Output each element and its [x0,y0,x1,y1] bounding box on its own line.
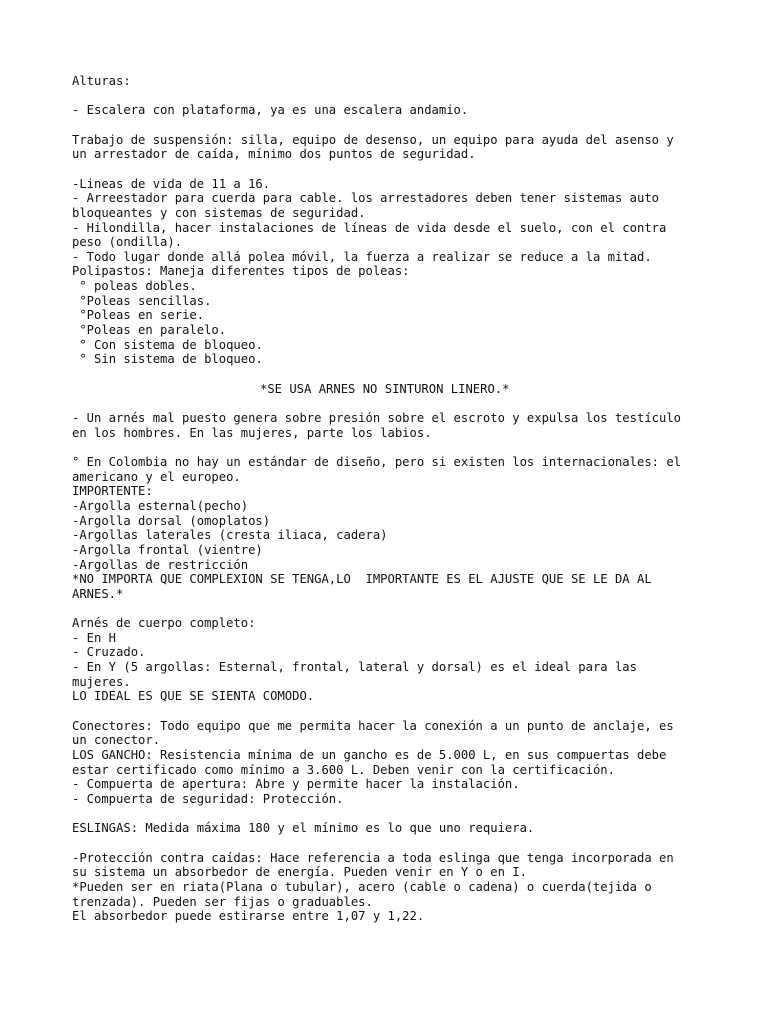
centered-heading: *SE USA ARNES NO SINTURON LINERO.* [260,381,510,396]
text-line: -Lineas de vida de 11 a 16. [72,176,271,191]
text-line: mujeres. [72,674,131,689]
text-line: °Poleas en paralelo. [72,323,227,338]
text-line: °Poleas sencillas. [72,293,212,308]
document-page [72,74,722,924]
blank-line [72,367,722,382]
blank-line [72,440,722,455]
blank-line [72,396,722,411]
text-line: bloqueantes y con sistemas de seguridad. [72,205,366,220]
text-line: ° Sin sistema de bloqueo. [72,352,263,367]
blank-line [72,162,722,177]
text-line: °Poleas en serie. [72,308,205,323]
text-line: - Arreestador para cuerda para cable. los arrestadores deben tener sistemas auto [72,191,659,206]
text-line: - Un arnés mal puesto genera sobre presión sobre el escroto y expulsa los testículo [72,411,682,426]
text-line: su sistema un absorbedor de energía. Pueden venir en Y o en I. [72,865,527,880]
text-line: - Compuerta de apertura: Abre y permite hacer la instalación. [72,777,520,792]
blank-line [72,602,722,617]
blank-line [72,118,722,133]
blank-line [72,807,722,822]
blank-line [72,89,722,104]
text-line: El absorbedor puede estirarse entre 1,07 y 1,22. [72,909,425,924]
text-line: IMPORTENTE: [72,484,153,499]
text-line: - Compuerta de seguridad: Protección. [72,792,344,807]
text-line: ° poleas dobles. [72,279,197,294]
text-line: trenzada). Pueden ser fijas o graduables. [72,894,373,909]
text-line: ESLINGAS: Medida máxima 180 y el mínimo es lo que uno requiera. [72,821,535,836]
text-line: Trabajo de suspensión: silla, equipo de desenso, un equipo para ayuda del asenso y [72,132,674,147]
text-line: - Cruzado. [72,645,146,660]
text-line: estar certificado como mínimo a 3.600 L. Deben venir con la certificación. [72,762,615,777]
text-line: - Hilondilla, hacer instalaciones de líneas de vida desde el suelo, con el contra [72,220,667,235]
text-line: -Argollas de restricción [72,557,249,572]
text-line: LO IDEAL ES QUE SE SIENTA COMODO. [72,689,315,704]
text-line: - Escalera con plataforma, ya es una escalera andamio. [72,103,469,118]
text-line: -Argolla dorsal (omoplatos) [72,513,271,528]
text-line: -Argollas laterales (cresta iliaca, cadera) [72,528,388,543]
text-line: -Protección contra caídas: Hace referencia a toda eslinga que tenga incorporada en [72,850,674,865]
text-line: Conectores: Todo equipo que me permita hacer la conexión a un punto de anclaje, es [72,718,674,733]
text-line: *Pueden ser en riata(Plana o tubular), acero (cable o cadena) o cuerda(tejida o [72,879,652,894]
text-line: en los hombres. En las mujeres, parte los labios. [72,425,432,440]
text-line: Arnés de cuerpo completo: [72,616,256,631]
blank-line [72,704,722,719]
text-line: americano y el europeo. [72,469,241,484]
text-line: *NO IMPORTA QUE COMPLEXION SE TENGA,LO IMPORTANTE ES EL AJUSTE QUE SE LE DA AL [72,572,652,587]
text-line: peso (ondilla). [72,235,183,250]
text-line: - En Y (5 argollas: Esternal, frontal, lateral y dorsal) es el ideal para las [72,660,637,675]
text-line: ° En Colombia no hay un estándar de diseño, pero si existen los internacionales: el [72,454,682,469]
text-line: - En H [72,630,117,645]
text-line: ARNES.* [72,586,124,601]
text-line: un conector. [72,733,161,748]
text-line: -Argolla esternal(pecho) [72,498,249,513]
text-line: ° Con sistema de bloqueo. [72,337,263,352]
text-line: -Argolla frontal (vientre) [72,542,263,557]
text-line: - Todo lugar donde allá polea móvil, la fuerza a realizar se reduce a la mitad. [72,249,652,264]
blank-line [72,836,722,851]
text-line: LOS GANCHO: Resistencia mínima de un gancho es de 5.000 L, en sus compuertas debe [72,748,667,763]
text-line: Alturas: [72,74,131,88]
text-line: un arrestador de caída, mínimo dos puntos de seguridad. [72,147,476,162]
text-line: Polipastos: Maneja diferentes tipos de poleas: [72,264,410,279]
